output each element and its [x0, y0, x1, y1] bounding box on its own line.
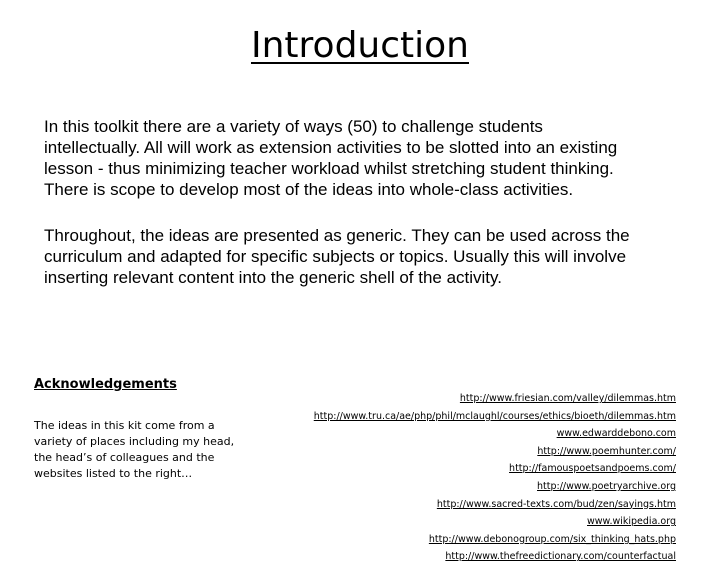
acknowledgements-text: The ideas in this kit come from a variety of places including my head, the head’s of colleagues and the websites listed to the right… — [34, 419, 235, 480]
acknowledgements-heading: Acknowledgements — [34, 377, 177, 392]
website-link-sacred-texts[interactable]: http://www.sacred-texts.com/bud/zen/sayings.htm — [436, 498, 676, 510]
link-item — [314, 424, 676, 442]
link-item — [314, 442, 676, 460]
link-item — [314, 495, 676, 513]
website-link-edwarddebono[interactable]: www.edwarddebono.com — [556, 428, 676, 440]
link-item — [314, 407, 676, 425]
link-item — [314, 477, 676, 495]
page-title: Introduction — [250, 25, 469, 66]
intro-paragraph-2: Throughout, the ideas are presented as generic. They can be used across the curriculum and adapted for specific subjects or topics. Usually this will involve inserting relevant content into the generic shell of the activity. — [44, 226, 630, 287]
link-item — [314, 512, 676, 530]
link-item — [314, 547, 676, 565]
website-link-tru[interactable]: http://www.tru.ca/ae/php/phil/mclaughl/courses/ethics/bioeth/dilemmas.htm — [313, 410, 676, 422]
link-item — [314, 389, 676, 407]
link-item — [314, 459, 676, 477]
website-link-debonogroup[interactable]: http://www.debonogroup.com/six_thinking_hats.php — [428, 533, 676, 545]
website-link-poetryarchive[interactable]: http://www.poetryarchive.org — [537, 480, 676, 492]
link-item — [314, 530, 676, 548]
website-link-freedictionary[interactable]: http://www.thefreedictionary.com/counterfactual — [445, 551, 676, 563]
website-link-wikipedia[interactable]: www.wikipedia.org — [587, 516, 676, 528]
website-link-friesian[interactable]: http://www.friesian.com/valley/dilemmas.htm — [459, 393, 676, 404]
website-link-famouspoets[interactable]: http://famouspoetsandpoems.com/ — [509, 463, 676, 475]
website-link-poemhunter[interactable]: http://www.poemhunter.com/ — [537, 445, 676, 457]
intro-paragraph-1: In this toolkit there are a variety of ways (50) to challenge students intellectually. All will work as extension activities to be slotted into an existing lesson - thus minimizing teacher workload whilst stretching student thinking. There is scope to develop most of the ideas into whole-class activities. — [44, 117, 618, 199]
website-link-list — [314, 389, 676, 565]
